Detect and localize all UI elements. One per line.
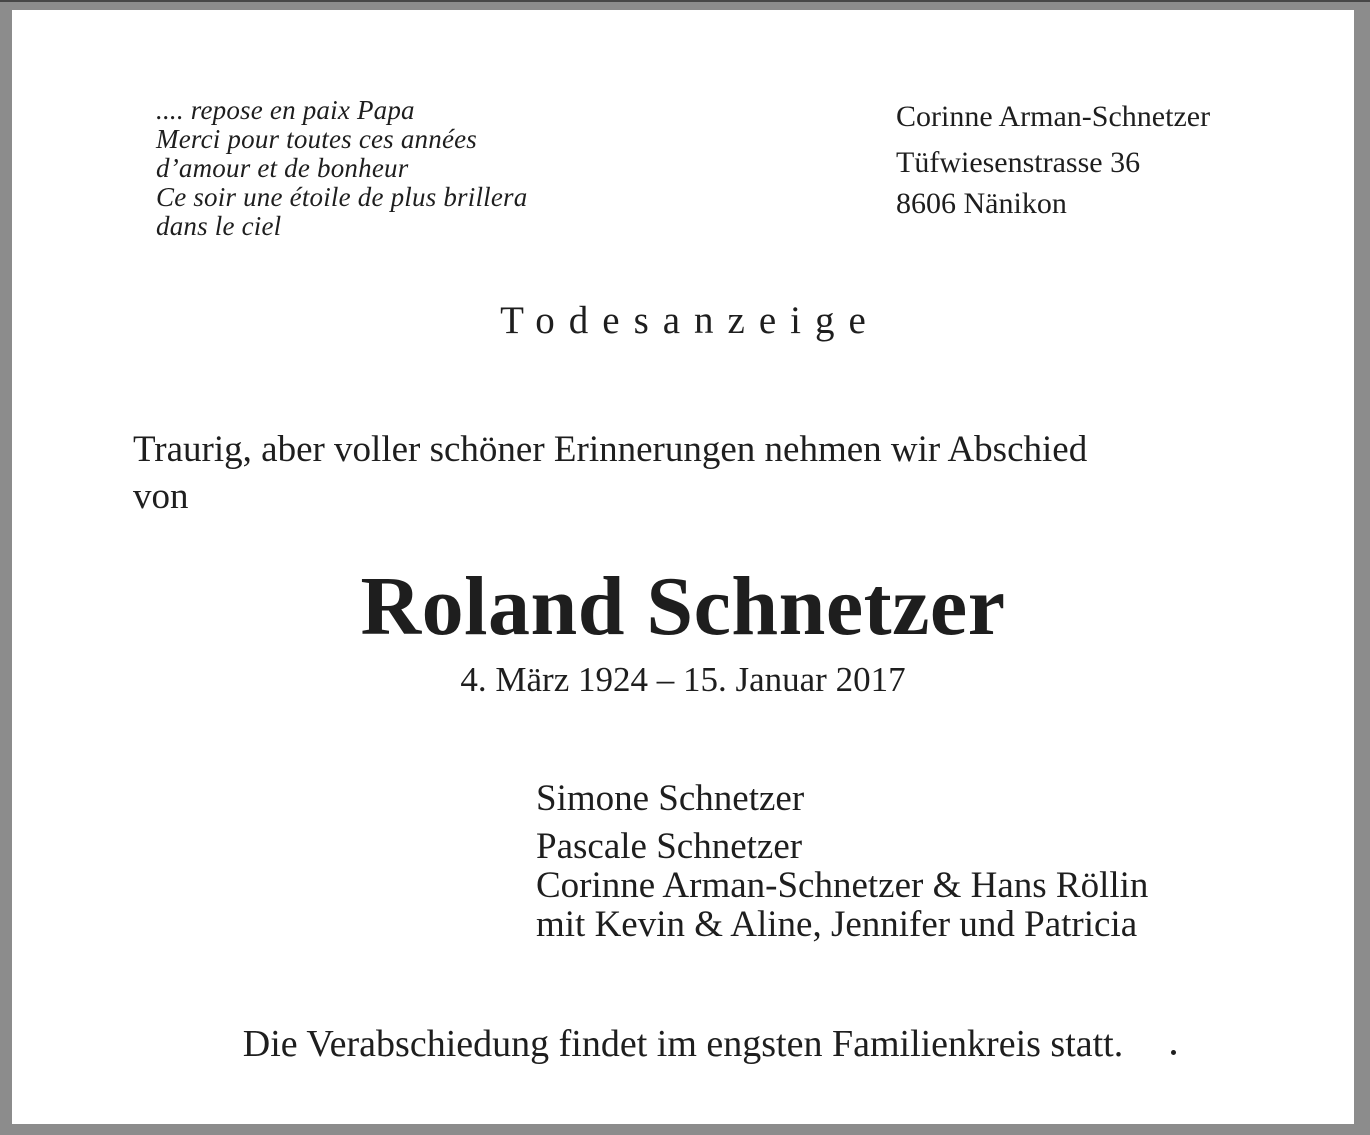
quote-line-1: .... repose en paix Papa xyxy=(156,95,415,125)
closing-statement: Die Verabschiedung findet im engsten Familienkreis statt. xyxy=(242,1023,1124,1065)
quote-line-2: Merci pour toutes ces années xyxy=(156,124,478,154)
sender-name: Corinne Arman-Schnetzer xyxy=(896,100,1211,133)
sender-street: Tüfwiesenstrasse 36 xyxy=(896,146,1141,179)
notice-title: Todesanzeige xyxy=(500,299,880,342)
sender-city: 8606 Nänikon xyxy=(896,187,1067,220)
quote-line-4: Ce soir une étoile de plus brillera xyxy=(156,182,528,212)
life-dates: 4. März 1924 – 15. Januar 2017 xyxy=(460,660,906,699)
memorial-quote xyxy=(156,96,527,241)
family-signatures xyxy=(536,779,1148,944)
intro-paragraph xyxy=(133,426,1087,520)
scan-top-edge xyxy=(0,0,1370,2)
intro-line-2: von xyxy=(133,476,189,517)
intro-line-1: Traurig, aber voller schöner Erinnerungen nehmen wir Abschied xyxy=(133,429,1088,470)
deceased-name: Roland Schnetzer xyxy=(360,560,1006,653)
quote-line-3: d’amour et de bonheur xyxy=(156,153,409,183)
family-line-2: Pascale Schnetzer xyxy=(536,826,803,867)
family-line-4: mit Kevin & Aline, Jennifer und Patricia xyxy=(536,904,1138,945)
sender-address xyxy=(896,96,1210,224)
scan-artifact-dot xyxy=(1171,1050,1176,1055)
quote-line-5: dans le ciel xyxy=(156,211,282,241)
notice-page xyxy=(12,10,1354,1124)
family-line-1: Simone Schnetzer xyxy=(536,778,805,819)
family-line-3: Corinne Arman-Schnetzer & Hans Röllin xyxy=(536,865,1149,906)
